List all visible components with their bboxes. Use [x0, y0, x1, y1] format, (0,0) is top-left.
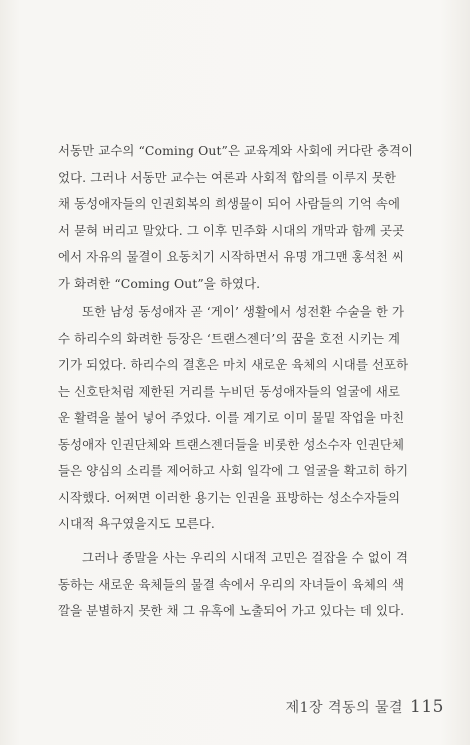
page-number: 115 [410, 697, 444, 717]
text-line: 운 활력을 불어 넣어 주었다. 이를 계기로 이미 물밑 작업을 마친 [58, 410, 405, 425]
text-line: 기가 되었다. 하리수의 결혼은 마치 새로운 육체의 시대를 선포하 [58, 357, 409, 372]
text-line: 동성애자 인권단체와 트랜스젠더들을 비롯한 성소수자 인권단체 [58, 436, 405, 452]
text-line: 채 동성애자들의 인권회복의 희생물이 되어 사람들의 기억 속에 [58, 196, 401, 211]
text-line: 가 화려한 “Coming Out”을 하였다. [58, 275, 261, 291]
text-line: 시대적 욕구였을지도 모른다. [58, 516, 215, 531]
page-footer [286, 697, 444, 717]
paragraph-2 [58, 299, 456, 538]
text-line: 에서 자유의 물결이 요동치기 시작하면서 유명 개그맨 홍석천 씨 [58, 249, 405, 264]
text-line: 수 하리수의 화려한 등장은 ‘트랜스젠더’의 꿈을 호전 시키는 계 [58, 330, 401, 346]
text-line: 서동만 교수의 “Coming Out”은 교육계와 사회에 커다란 충격이 [58, 143, 414, 158]
text-line: 서 묻혀 버리고 말았다. 그 이후 민주화 시대의 개막과 함께 곳곳 [58, 222, 405, 238]
text-line: 동하는 새로운 육체들의 물결 속에서 우리의 자녀들이 육체의 색 [58, 576, 405, 592]
paragraph-1 [58, 138, 456, 297]
text-line: 들은 양심의 소리를 제어하고 사회 일각에 그 얼굴을 확고히 하기 [58, 463, 409, 478]
text-line: 그러나 종말을 사는 우리의 시대적 고민은 걸잡을 수 없이 격 [82, 550, 409, 565]
text-line: 었다. 그러나 서동만 교수는 여론과 사회적 합의를 이루지 못한 [58, 169, 397, 185]
text-line: 는 신호탄처럼 제한된 거리를 누비던 동성애자들의 얼굴에 새로 [58, 383, 401, 399]
chapter-title: 제1장 격동의 물결 [285, 700, 404, 716]
text-line: 시작했다. 어쩌면 이러한 용기는 인권을 표방하는 성소수자들의 [58, 489, 401, 505]
paragraph-3 [58, 545, 456, 625]
text-line: 깔을 분별하지 못한 채 그 유혹에 노출되어 가고 있다는 데 있다. [58, 603, 405, 618]
text-line: 또한 남성 동성애자 곧 ‘게이’ 생활에서 성전환 수술을 한 가 [82, 304, 405, 319]
